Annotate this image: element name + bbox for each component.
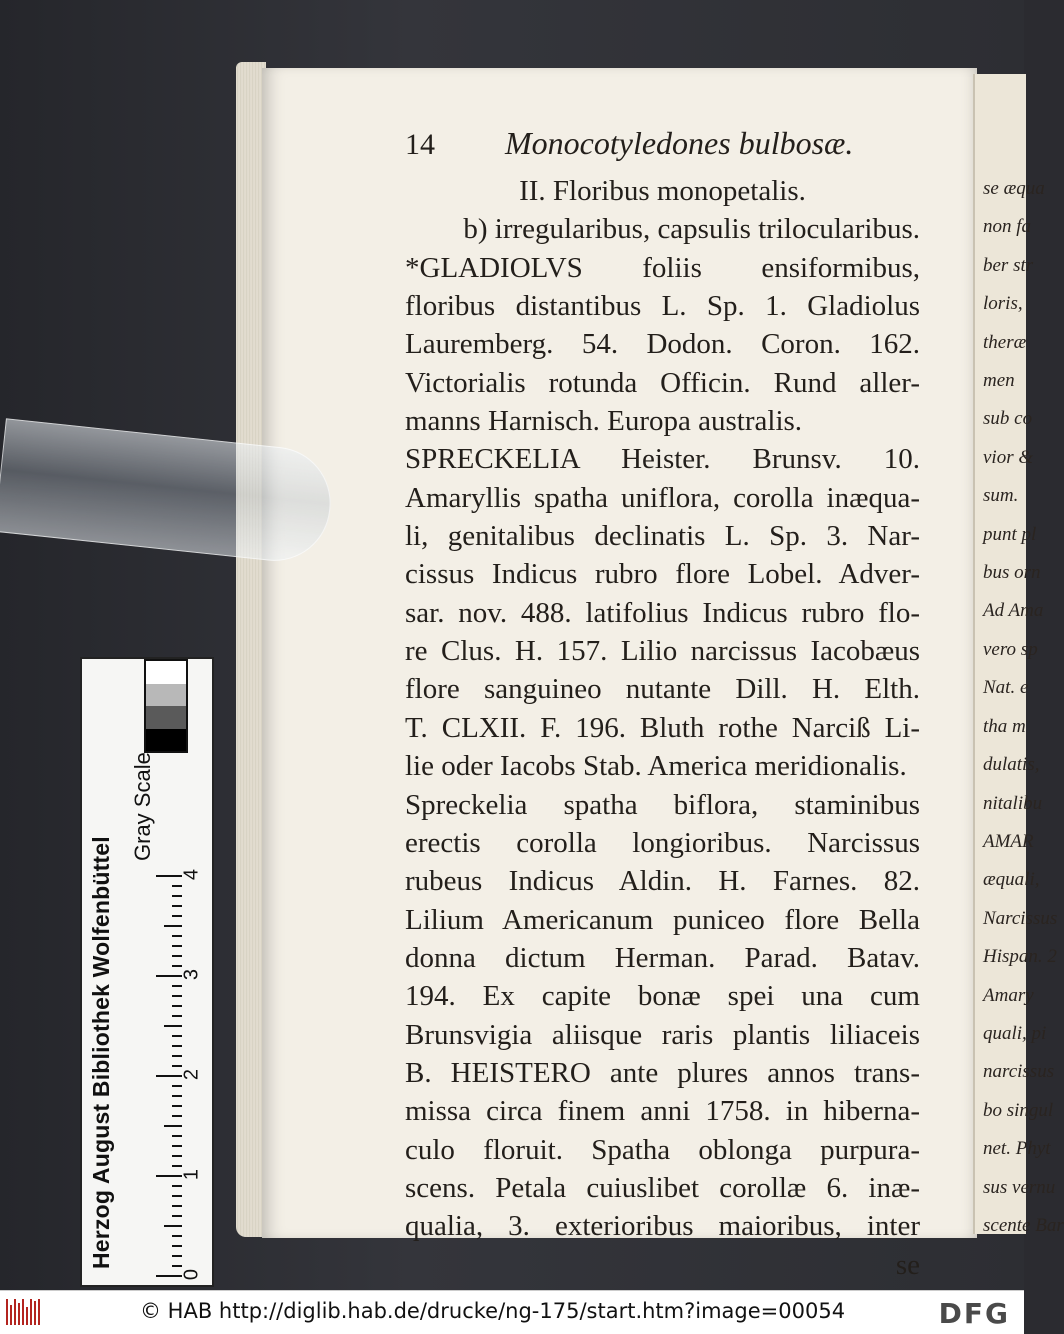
text-line: 194. Ex capite bonæ spei una cum	[405, 980, 920, 1013]
ruler-tick	[172, 1255, 182, 1257]
next-page-lines	[975, 170, 1064, 1245]
ruler-tick	[172, 1015, 182, 1017]
gray-scale-label: Gray Scale	[130, 752, 155, 861]
ruler-number: 4	[180, 868, 203, 881]
ruler-tick	[172, 1135, 182, 1137]
next-page-line: Amary	[983, 984, 1034, 1006]
text-line: Amaryllis spatha uniflora, corolla inæqua-	[405, 481, 920, 514]
footer-bar	[0, 1290, 1024, 1334]
next-page-line: loris,	[983, 293, 1023, 315]
text-line: li, genitalibus declinatis L. Sp. 3. Nar-	[405, 520, 920, 553]
ruler-tick	[172, 915, 182, 917]
next-page-line: AMAR	[983, 830, 1034, 852]
next-page-fragment	[973, 74, 1064, 1236]
ruler-tick	[172, 1085, 182, 1087]
ruler-tick	[172, 955, 182, 957]
text-line: donna dictum Herman. Parad. Batav.	[405, 941, 920, 974]
text-line: se	[895, 1248, 920, 1281]
text-line: culo floruit. Spatha oblonga purpura-	[405, 1133, 920, 1166]
text-line: scens. Petala cuiuslibet corollæ 6. inæ-	[405, 1171, 920, 1204]
ruler-tick	[172, 1095, 182, 1097]
ruler-tick	[172, 905, 182, 907]
ruler-tick	[172, 1005, 182, 1007]
text-line: erectis corolla longioribus. Narcissus	[405, 826, 920, 859]
next-page-line: se æqua	[983, 178, 1045, 199]
ruler-tick	[172, 1185, 182, 1187]
next-page-line: sub co	[983, 408, 1033, 430]
running-title: Monocotyledones bulbosæ.	[505, 125, 854, 161]
text-line: T. CLXII. F. 196. Bluth rothe Narciß Li-	[405, 711, 920, 744]
next-page-line: æquali,	[983, 869, 1040, 891]
next-page-line: punt pl	[983, 523, 1037, 545]
text-line: Lauremberg. 54. Dodon. Coron. 162.	[405, 328, 920, 361]
text-line: qualia, 3. exterioribus maioribus, inter	[405, 1210, 920, 1243]
ruler-number: 3	[180, 968, 203, 981]
credit-link[interactable]: © HAB http://diglib.hab.de/drucke/ng-175/start.htm?image=00054	[140, 1299, 846, 1323]
next-page-line: sus vernu	[983, 1176, 1056, 1198]
next-page-line: ber str	[983, 254, 1034, 276]
body-lines	[405, 172, 920, 1284]
ruler-tick	[164, 1225, 182, 1227]
ruler-tick	[172, 1055, 182, 1057]
text-line: rubeus Indicus Aldin. H. Farnes. 82.	[405, 865, 920, 898]
next-page-line: vior &	[983, 446, 1034, 468]
ruler-tick	[156, 875, 182, 877]
ruler-tick	[172, 1205, 182, 1207]
ruler-tick	[172, 1215, 182, 1217]
gray-scale-card	[80, 657, 214, 1287]
text-line: flore sanguineo nutante Dill. H. Elth.	[405, 673, 920, 706]
text-line: floribus distantibus L. Sp. 1. Gladiolus	[405, 290, 920, 323]
page-text	[405, 124, 920, 1284]
next-page-line: Ad Ama	[983, 600, 1044, 622]
text-line: b) irregularibus, capsulis trilocularibus.	[463, 213, 920, 246]
ruler-tick	[164, 1125, 182, 1127]
next-page-line: sum.	[983, 485, 1019, 507]
text-line: B. HEISTERO ante plures annos trans-	[405, 1056, 920, 1089]
ruler-number: 2	[180, 1068, 203, 1081]
ruler-tick	[172, 1235, 182, 1237]
ruler-tick	[172, 1105, 182, 1107]
ruler-tick	[172, 1035, 182, 1037]
next-page-line: narcissus	[983, 1061, 1055, 1083]
dfg-logo: DFG	[938, 1297, 1010, 1330]
next-page-line: men	[983, 370, 1015, 392]
next-page-line: bo singul	[983, 1099, 1054, 1121]
ruler-tick	[172, 1155, 182, 1157]
next-page-line: Nat. e	[983, 677, 1029, 699]
ruler-tick	[172, 1145, 182, 1147]
ruler-tick	[172, 895, 182, 897]
ruler	[142, 868, 203, 1281]
next-page-line: tha m	[983, 715, 1026, 737]
hab-logo-icon	[6, 1299, 46, 1325]
next-page-line: Narcissus	[983, 907, 1058, 929]
ruler-number: 0	[180, 1268, 203, 1281]
ruler-tick	[156, 1275, 182, 1277]
page-number: 14	[405, 128, 435, 161]
ruler-tick	[156, 1075, 182, 1077]
ruler-tick	[172, 945, 182, 947]
text-line: missa circa finem anni 1758. in hiberna-	[405, 1095, 920, 1128]
text-line: lie oder Iacobs Stab. America meridionalis.	[405, 750, 907, 783]
ruler-tick	[156, 1175, 182, 1177]
next-page-line: nitalibu	[983, 792, 1043, 814]
next-page-line: scente Bar	[983, 1214, 1064, 1236]
next-page-line: Hispan. 2	[983, 946, 1057, 968]
ruler-tick	[164, 925, 182, 927]
next-page-line: non fa	[983, 216, 1032, 238]
ruler-tick	[172, 1195, 182, 1197]
text-line: II. Floribus monopetalis.	[519, 175, 806, 207]
ruler-tick	[172, 1245, 182, 1247]
ruler-number: 1	[180, 1168, 203, 1181]
text-line: Lilium Americanum puniceo flore Bella	[405, 903, 920, 936]
text-line: Spreckelia spatha biflora, staminibus	[405, 788, 920, 821]
next-page-line: net. Phyt	[983, 1138, 1051, 1160]
next-page-line: vero sp	[983, 638, 1038, 660]
ruler-tick	[172, 935, 182, 937]
ruler-tick	[172, 1045, 182, 1047]
page-header	[405, 124, 920, 172]
text-line: *GLADIOLVS foliis ensiformibus,	[405, 251, 920, 284]
ruler-tick	[156, 975, 182, 977]
text-line: Victorialis rotunda Officin. Rund aller-	[405, 366, 920, 399]
text-line: cissus Indicus rubro flore Lobel. Adver-	[405, 558, 920, 591]
text-line: re Clus. H. 157. Lilio narcissus Iacobæus	[405, 635, 920, 668]
ruler-tick	[172, 995, 182, 997]
next-page-line: bus orn	[983, 562, 1041, 584]
ruler-tick	[172, 985, 182, 987]
ruler-tick	[172, 1115, 182, 1117]
next-page-line: dulatis,	[983, 754, 1040, 776]
institution-name: Herzog August Bibliothek Wolfenbüttel	[88, 836, 114, 1269]
ruler-tick	[172, 885, 182, 887]
next-page-line: theræ	[983, 331, 1027, 353]
text-line: manns Harnisch. Europa australis.	[405, 405, 803, 438]
text-line: Brunsvigia aliisque raris plantis liliaceis	[405, 1018, 920, 1051]
next-page-line: quali, pi	[983, 1022, 1047, 1044]
text-line: sar. nov. 488. latifolius Indicus rubro flo-	[405, 596, 920, 629]
text-line: SPRECKELIA Heister. Brunsv. 10.	[405, 443, 920, 476]
ruler-tick	[164, 1025, 182, 1027]
